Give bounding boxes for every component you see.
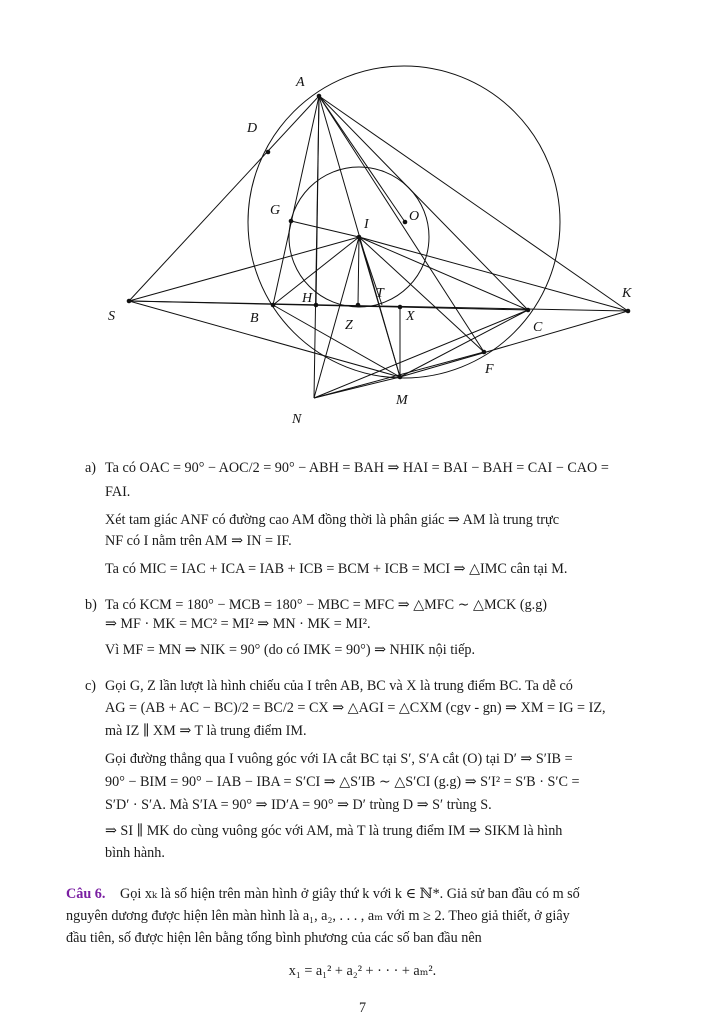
part-b-label: b) — [85, 597, 97, 613]
label-M: M — [396, 393, 408, 408]
part-c-line-1: Gọi G, Z lần lượt là hình chiếu của I trên AB, BC và X là trung điểm BC. Ta dễ có — [105, 678, 573, 694]
label-O: O — [409, 209, 420, 224]
label-F: F — [485, 362, 494, 377]
part-c-line-2: AG = (AB + AC − BC)/2 = BC/2 = CX ⇒ △AGI = △CXM (cgv - gn) ⇒ XM = IG = IZ, — [105, 700, 606, 716]
label-A: A — [296, 75, 305, 90]
part-c-line-5: 90° − BIM = 90° − IAB − IBA = S′CI ⇒ △S′IB ∼ △S′CI (g.g) ⇒ S′I² = S′B · S′C = — [105, 774, 580, 790]
part-a-line-3: Xét tam giác ANF có đường cao AM đồng thời là phân giác ⇒ AM là trung trực — [105, 512, 560, 528]
label-K: K — [622, 286, 632, 301]
part-a-line-4: NF có I nằm trên AM ⇒ IN = IF. — [105, 533, 292, 549]
label-N: N — [292, 412, 302, 427]
part-c-line-6: S′D′ · S′A. Mà S′IA = 90° ⇒ ID′A = 90° ⇒ D′ trùng D ⇒ S′ trùng S. — [105, 797, 492, 813]
page-number: 7 — [358, 1000, 367, 1016]
label-B: B — [250, 311, 259, 326]
label-I: I — [364, 217, 369, 232]
label-D: D — [247, 121, 258, 136]
label-G: G — [270, 203, 281, 218]
cau-6-line-2: nguyên dương được hiện lên màn hình là a₁, a₂, . . . , aₘ với m ≥ 2. Theo giả thiết, ở giây — [66, 908, 570, 924]
part-a-line-1: Ta có OAC = 90° − AOC/2 = 90° − ABH = BAH ⇒ HAI = BAI − BAH = CAI − CAO = — [105, 460, 609, 476]
part-c-line-8: bình hành. — [105, 845, 165, 861]
label-C: C — [533, 320, 543, 335]
part-b-line-1: Ta có KCM = 180° − MCB = 180° − MBC = MFC ⇒ △MFC ∼ △MCK (g.g) — [105, 597, 548, 613]
part-c-line-4: Gọi đường thẳng qua I vuông góc với IA cắt BC tại S′, S′A cắt (O) tại D′ ⇒ S′IB = — [105, 751, 573, 767]
part-a-line-2: FAI. — [105, 484, 131, 500]
label-X: X — [406, 309, 415, 324]
part-b-line-3: Vì MF = MN ⇒ NIK = 90° (do có IMK = 90°) ⇒ NHIK nội tiếp. — [105, 642, 476, 658]
part-c-label: c) — [85, 678, 97, 694]
cau-6-formula: x₁ = a₁² + a₂² + · · · + aₘ². — [288, 963, 437, 979]
part-a-line-5: Ta có MIC = IAC + ICA = IAB + ICB = BCM + ICB = MCI ⇒ △IMC cân tại M. — [105, 561, 568, 577]
label-Z: Z — [345, 318, 353, 333]
cau-6-line-1: Gọi xₖ là số hiện trên màn hình ở giây thứ k với k ∈ ℕ*. Giả sử ban đầu có m số — [120, 886, 580, 902]
label-H: H — [302, 291, 313, 306]
cau-6-label: Câu 6. — [66, 886, 106, 902]
label-S: S — [108, 309, 115, 324]
part-b-line-2: ⇒ MF · MK = MC² = MI² ⇒ MN · MK = MI². — [105, 616, 371, 632]
cau-6-line-3: đầu tiên, số được hiện lên bằng tổng bình phương của các số ban đầu nên — [66, 930, 482, 946]
label-T: T — [376, 286, 384, 301]
part-c-line-3: mà IZ ∥ XM ⇒ T là trung điểm IM. — [105, 723, 307, 739]
part-a-label: a) — [85, 460, 97, 476]
part-c-line-7: ⇒ SI ∥ MK do cùng vuông góc với AM, mà T là trung điểm IM ⇒ SIKM là hình — [105, 823, 563, 839]
